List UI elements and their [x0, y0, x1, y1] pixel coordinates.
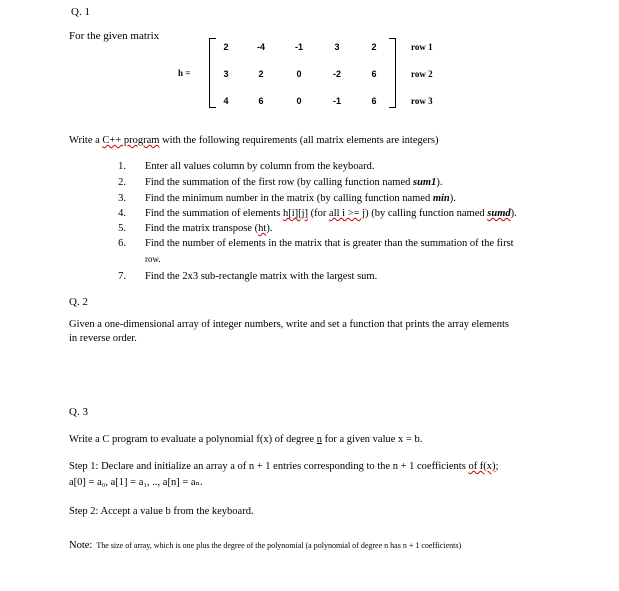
q2-label: Q. 2	[69, 296, 88, 308]
code-text: h[i][j]	[282, 208, 309, 219]
row-label: row 2	[411, 69, 433, 79]
right-bracket	[389, 38, 396, 108]
left-bracket	[209, 38, 216, 108]
q3-text: for a given value x = b.	[321, 434, 423, 445]
q3-text: Write a C program to evaluate a polynomial f(x) of degree	[69, 434, 317, 445]
matrix-cell: -2	[332, 69, 341, 79]
matrix-cell: 0	[296, 96, 302, 106]
matrix-cell: 0	[296, 69, 302, 79]
function-name: sum1	[413, 177, 437, 188]
matrix-cell: 6	[371, 69, 377, 79]
q2-line2: in reverse order.	[69, 333, 137, 344]
matrix-cell: 2	[371, 42, 377, 52]
q3-step1	[69, 461, 498, 472]
matrix-cell: -4	[256, 42, 265, 52]
matrix-cell: 4	[223, 96, 229, 106]
matrix-cell: 2	[258, 69, 264, 79]
task-language: C++ program	[102, 135, 160, 146]
matrix-cell: 6	[258, 96, 264, 106]
q3-step2: Step 2: Accept a value b from the keyboard.	[69, 506, 254, 517]
q3-step1-array: a[0] = a₀, a[1] = a₁, .., a[n] = aₙ.	[69, 477, 203, 488]
step1-text: Step 1: Declare and initialize an array a of n + 1 entries corresponding to the n + 1 coefficients	[69, 461, 469, 472]
item-number: 3.	[118, 193, 126, 204]
task-suffix: with the following requirements (all matrix elements are integers)	[159, 135, 439, 146]
list-item: Find the number of elements in the matrix that is greater than the summation of the first	[145, 238, 514, 249]
note-label: Note:	[69, 540, 93, 551]
row-label: row 1	[411, 42, 433, 52]
function-name: sumd	[487, 208, 511, 219]
step1-fx: of f(x)	[468, 461, 496, 472]
q3-degree: n	[316, 434, 322, 445]
list-item: Find the 2x3 sub-rectangle matrix with the largest sum.	[145, 271, 378, 282]
matrix-cell: 3	[334, 42, 340, 52]
list-item	[145, 223, 272, 234]
matrix-cell: 6	[371, 96, 377, 106]
item-text: ).	[436, 177, 443, 188]
item-text: ).	[449, 193, 456, 204]
q1-label: Q. 1	[71, 6, 90, 18]
step1-text: ;	[495, 461, 499, 472]
code-text: ht	[258, 223, 267, 234]
q2-line1: Given a one-dimensional array of integer numbers, write and set a function that prints the array elements	[69, 319, 509, 330]
item-text: Find the minimum number in the matrix (by calling function named	[145, 193, 433, 204]
item-number: 2.	[118, 177, 126, 188]
list-item-continuation: row.	[145, 254, 161, 264]
item-text: Find the summation of the first row (by calling function named	[145, 177, 413, 188]
condition-text: all i >= j	[329, 208, 366, 219]
item-number: 6.	[118, 238, 126, 249]
item-number: 5.	[118, 223, 126, 234]
item-text: ) (by calling function named	[365, 208, 488, 219]
list-item	[145, 177, 442, 188]
matrix-cell: 2	[223, 42, 229, 52]
matrix-cell: 3	[223, 69, 229, 79]
q3-line1	[69, 434, 422, 445]
matrix-cell: -1	[294, 42, 303, 52]
task-prefix: Write a	[69, 135, 103, 146]
item-number: 7.	[118, 271, 126, 282]
q1-task	[69, 135, 439, 146]
item-number: 4.	[118, 208, 126, 219]
matrix-cell: -1	[332, 96, 341, 106]
matrix-name: h =	[178, 68, 191, 78]
list-item	[145, 208, 517, 219]
item-text: ).	[266, 223, 273, 234]
note-text: The size of array, which is one plus the degree of the polynomial (a polynomial of degree n has n + 1 coefficients)	[96, 541, 462, 550]
function-name: min	[432, 193, 450, 204]
list-item	[145, 193, 456, 204]
item-text: (for	[308, 208, 330, 219]
list-item: Enter all values column by column from the keyboard.	[145, 161, 375, 172]
item-text: Find the matrix transpose (	[145, 223, 259, 234]
q1-intro: For the given matrix	[69, 30, 160, 42]
item-text: Find the summation of elements	[145, 208, 283, 219]
item-number: 1.	[118, 161, 126, 172]
item-text: ).	[510, 208, 517, 219]
q3-label: Q. 3	[69, 406, 88, 418]
q3-note	[69, 535, 461, 553]
row-label: row 3	[411, 96, 433, 106]
